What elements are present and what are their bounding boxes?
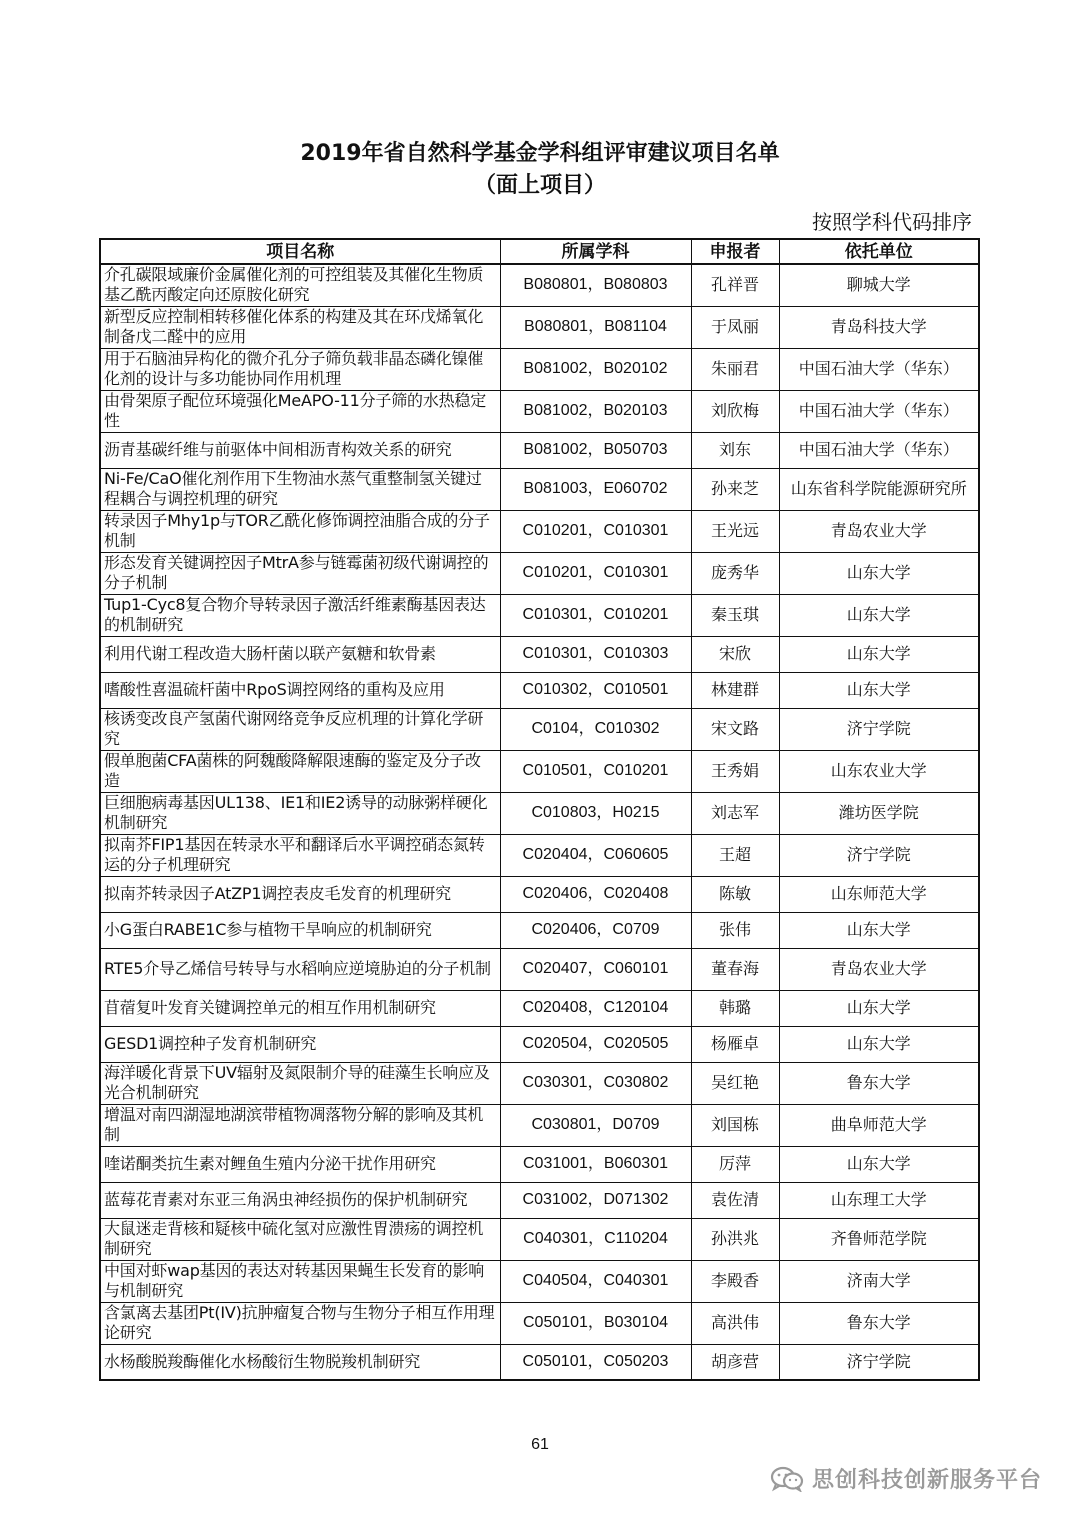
table-row (100, 264, 979, 306)
host-unit-cell: 鲁东大学 (779, 1302, 979, 1344)
project-name-cell: 拟南芥FIP1基因在转录水平和翻译后水平调控硝态氮转运的分子机理研究 (100, 834, 500, 876)
subject-code-cell: C010201，C010301 (500, 510, 691, 552)
table-row (100, 792, 979, 834)
subject-code-cell: C010301，C010201 (500, 594, 691, 636)
host-unit-cell: 山东大学 (779, 1146, 979, 1182)
host-unit-cell: 青岛科技大学 (779, 306, 979, 348)
host-unit-cell: 中国石油大学（华东） (779, 390, 979, 432)
table-row (100, 1182, 979, 1218)
project-name-cell: 介孔碳限域廉价金属催化剂的可控组装及其催化生物质基乙酰丙酸定向还原胺化研究 (100, 264, 500, 306)
host-unit-cell: 山东大学 (779, 636, 979, 672)
applicant-cell: 宋文路 (691, 708, 779, 750)
table-row (100, 708, 979, 750)
applicant-cell: 杨雁卓 (691, 1026, 779, 1062)
applicant-cell: 董春海 (691, 948, 779, 990)
project-name-cell: 嗜酸性喜温硫杆菌中RpoS调控网络的重构及应用 (100, 672, 500, 708)
subject-code-cell: C040504，C040301 (500, 1260, 691, 1302)
project-name-cell: 由骨架原子配位环境强化MeAPO-11分子筛的水热稳定性 (100, 390, 500, 432)
table-row (100, 876, 979, 912)
host-unit-cell: 山东大学 (779, 594, 979, 636)
applicant-cell: 林建群 (691, 672, 779, 708)
subject-code-cell: B080801，B081104 (500, 306, 691, 348)
wechat-icon (770, 1466, 804, 1492)
applicant-cell: 陈敏 (691, 876, 779, 912)
table-row (100, 750, 979, 792)
subject-code-cell: C050101，B030104 (500, 1302, 691, 1344)
subject-code-cell: B081002，B020102 (500, 348, 691, 390)
subject-code-cell: C010301，C010303 (500, 636, 691, 672)
sort-note: 按照学科代码排序 (812, 210, 972, 234)
host-unit-cell: 聊城大学 (779, 264, 979, 306)
project-name-cell: RTE5介导乙烯信号转导与水稻响应逆境胁迫的分子机制 (100, 948, 500, 990)
table-row (100, 672, 979, 708)
host-unit-cell: 山东大学 (779, 552, 979, 594)
host-unit-cell: 山东大学 (779, 672, 979, 708)
table-row (100, 594, 979, 636)
table-row (100, 348, 979, 390)
project-name-cell: 形态发育关键调控因子MtrA参与链霉菌初级代谢调控的分子机制 (100, 552, 500, 594)
host-unit-cell: 鲁东大学 (779, 1062, 979, 1104)
subject-code-cell: C020406，C0709 (500, 912, 691, 948)
table-row (100, 432, 979, 468)
host-unit-cell: 济宁学院 (779, 834, 979, 876)
table-row (100, 1302, 979, 1344)
applicant-cell: 吴红艳 (691, 1062, 779, 1104)
project-name-cell: 大鼠迷走背核和疑核中硫化氢对应激性胃溃疡的调控机制研究 (100, 1218, 500, 1260)
table-row (100, 1146, 979, 1182)
subject-code-cell: B081002，B050703 (500, 432, 691, 468)
applicant-cell: 朱丽君 (691, 348, 779, 390)
table-row (100, 1104, 979, 1146)
applicant-cell: 胡彦营 (691, 1344, 779, 1380)
project-name-cell: 中国对虾wap基因的表达对转基因果蝇生长发育的影响与机制研究 (100, 1260, 500, 1302)
applicant-cell: 王超 (691, 834, 779, 876)
subject-code-cell: C010201，C010301 (500, 552, 691, 594)
table-row (100, 912, 979, 948)
table-row (100, 636, 979, 672)
host-unit-cell: 曲阜师范大学 (779, 1104, 979, 1146)
table-row (100, 1026, 979, 1062)
project-name-cell: 用于石脑油异构化的微介孔分子筛负载非晶态磷化镍催化剂的设计与多功能协同作用机理 (100, 348, 500, 390)
project-name-cell: 蓝莓花青素对东亚三角涡虫神经损伤的保护机制研究 (100, 1182, 500, 1218)
project-name-cell: 小G蛋白RABE1C参与植物干旱响应的机制研究 (100, 912, 500, 948)
project-name-cell: GESD1调控种子发育机制研究 (100, 1026, 500, 1062)
project-name-cell: Ni-Fe/CaO催化剂作用下生物油水蒸气重整制氢关键过程耦合与调控机理的研究 (100, 468, 500, 510)
host-unit-cell: 山东大学 (779, 990, 979, 1026)
applicant-cell: 刘欣梅 (691, 390, 779, 432)
subject-code-cell: C010302，C010501 (500, 672, 691, 708)
applicant-cell: 高洪伟 (691, 1302, 779, 1344)
subject-code-cell: C0104，C010302 (500, 708, 691, 750)
host-unit-cell: 山东师范大学 (779, 876, 979, 912)
applicant-cell: 秦玉琪 (691, 594, 779, 636)
host-unit-cell: 齐鲁师范学院 (779, 1218, 979, 1260)
table-row (100, 990, 979, 1026)
host-unit-cell: 青岛农业大学 (779, 510, 979, 552)
subject-code-cell: C030301，C030802 (500, 1062, 691, 1104)
table-row (100, 834, 979, 876)
applicant-cell: 于凤丽 (691, 306, 779, 348)
header-project-name: 项目名称 (100, 239, 500, 264)
page-subtitle: （面上项目） (473, 173, 606, 198)
subject-code-cell: C050101，C050203 (500, 1344, 691, 1380)
host-unit-cell: 山东理工大学 (779, 1182, 979, 1218)
applicant-cell: 刘志军 (691, 792, 779, 834)
host-unit-cell: 青岛农业大学 (779, 948, 979, 990)
host-unit-cell: 山东大学 (779, 1026, 979, 1062)
applicant-cell: 刘国栋 (691, 1104, 779, 1146)
subject-code-cell: C020406，C020408 (500, 876, 691, 912)
applicant-cell: 庞秀华 (691, 552, 779, 594)
page-number: 61 (531, 1436, 549, 1453)
watermark (770, 1463, 1042, 1494)
table-row (100, 948, 979, 990)
project-name-cell: 沥青基碳纤维与前驱体中间相沥青构效关系的研究 (100, 432, 500, 468)
host-unit-cell: 济南大学 (779, 1260, 979, 1302)
subject-code-cell: B081003，E060702 (500, 468, 691, 510)
applicant-cell: 刘东 (691, 432, 779, 468)
project-name-cell: 拟南芥转录因子AtZP1调控表皮毛发育的机理研究 (100, 876, 500, 912)
project-name-cell: 核诱变改良产氢菌代谢网络竞争反应机理的计算化学研究 (100, 708, 500, 750)
watermark-text: 思创科技创新服务平台 (811, 1468, 1042, 1493)
project-name-cell: 海洋暖化背景下UV辐射及氮限制介导的硅藻生长响应及光合机制研究 (100, 1062, 500, 1104)
table-row (100, 1218, 979, 1260)
host-unit-cell: 山东省科学院能源研究所 (779, 468, 979, 510)
project-name-cell: 利用代谢工程改造大肠杆菌以联产氨糖和软骨素 (100, 636, 500, 672)
table-row (100, 306, 979, 348)
project-name-cell: 新型反应控制相转移催化体系的构建及其在环戊烯氧化制备戊二醛中的应用 (100, 306, 500, 348)
host-unit-cell: 中国石油大学（华东） (779, 432, 979, 468)
host-unit-cell: 济宁学院 (779, 708, 979, 750)
applicant-cell: 孔祥晋 (691, 264, 779, 306)
table-body (100, 264, 979, 1380)
host-unit-cell: 山东农业大学 (779, 750, 979, 792)
table-row (100, 1344, 979, 1380)
host-unit-cell: 济宁学院 (779, 1344, 979, 1380)
project-name-cell: 苜蓿复叶发育关键调控单元的相互作用机制研究 (100, 990, 500, 1026)
header-applicant: 申报者 (691, 239, 779, 264)
project-name-cell: 假单胞菌CFA菌株的阿魏酸降解限速酶的鉴定及分子改造 (100, 750, 500, 792)
subject-code-cell: C031002，D071302 (500, 1182, 691, 1218)
project-table (99, 238, 980, 1381)
table-row (100, 390, 979, 432)
subject-code-cell: C020404，C060605 (500, 834, 691, 876)
subject-code-cell: C010501，C010201 (500, 750, 691, 792)
applicant-cell: 孙洪兆 (691, 1218, 779, 1260)
applicant-cell: 王秀娟 (691, 750, 779, 792)
subject-code-cell: C010803，H0215 (500, 792, 691, 834)
subject-code-cell: C040301，C110204 (500, 1218, 691, 1260)
project-name-cell: 水杨酸脱羧酶催化水杨酸衍生物脱羧机制研究 (100, 1344, 500, 1380)
table-row (100, 1260, 979, 1302)
page-title: 2019年省自然科学基金学科组评审建议项目名单 (300, 141, 780, 166)
project-name-cell: 巨细胞病毒基因UL138、IE1和IE2诱导的动脉粥样硬化机制研究 (100, 792, 500, 834)
project-name-cell: Tup1-Cyc8复合物介导转录因子激活纤维素酶基因表达的机制研究 (100, 594, 500, 636)
applicant-cell: 孙来芝 (691, 468, 779, 510)
project-name-cell: 含氯离去基团Pt(IV)抗肿瘤复合物与生物分子相互作用理论研究 (100, 1302, 500, 1344)
header-subject: 所属学科 (500, 239, 691, 264)
project-name-cell: 转录因子Mhy1p与TOR乙酰化修饰调控油脂合成的分子机制 (100, 510, 500, 552)
applicant-cell: 王光远 (691, 510, 779, 552)
table-row (100, 510, 979, 552)
table-row (100, 468, 979, 510)
applicant-cell: 韩璐 (691, 990, 779, 1026)
subject-code-cell: C020408，C120104 (500, 990, 691, 1026)
project-name-cell: 增温对南四湖湿地湖滨带植物凋落物分解的影响及其机制 (100, 1104, 500, 1146)
applicant-cell: 张伟 (691, 912, 779, 948)
subject-code-cell: C031001，B060301 (500, 1146, 691, 1182)
subject-code-cell: C020407，C060101 (500, 948, 691, 990)
applicant-cell: 袁佐清 (691, 1182, 779, 1218)
applicant-cell: 厉萍 (691, 1146, 779, 1182)
applicant-cell: 李殿香 (691, 1260, 779, 1302)
subject-code-cell: C020504，C020505 (500, 1026, 691, 1062)
subject-code-cell: B081002，B020103 (500, 390, 691, 432)
subject-code-cell: B080801，B080803 (500, 264, 691, 306)
applicant-cell: 宋欣 (691, 636, 779, 672)
host-unit-cell: 中国石油大学（华东） (779, 348, 979, 390)
project-name-cell: 喹诺酮类抗生素对鲤鱼生殖内分泌干扰作用研究 (100, 1146, 500, 1182)
subject-code-cell: C030801，D0709 (500, 1104, 691, 1146)
host-unit-cell: 山东大学 (779, 912, 979, 948)
table-header-row (100, 239, 979, 264)
header-host-unit: 依托单位 (779, 239, 979, 264)
host-unit-cell: 潍坊医学院 (779, 792, 979, 834)
table-row (100, 552, 979, 594)
table-row (100, 1062, 979, 1104)
